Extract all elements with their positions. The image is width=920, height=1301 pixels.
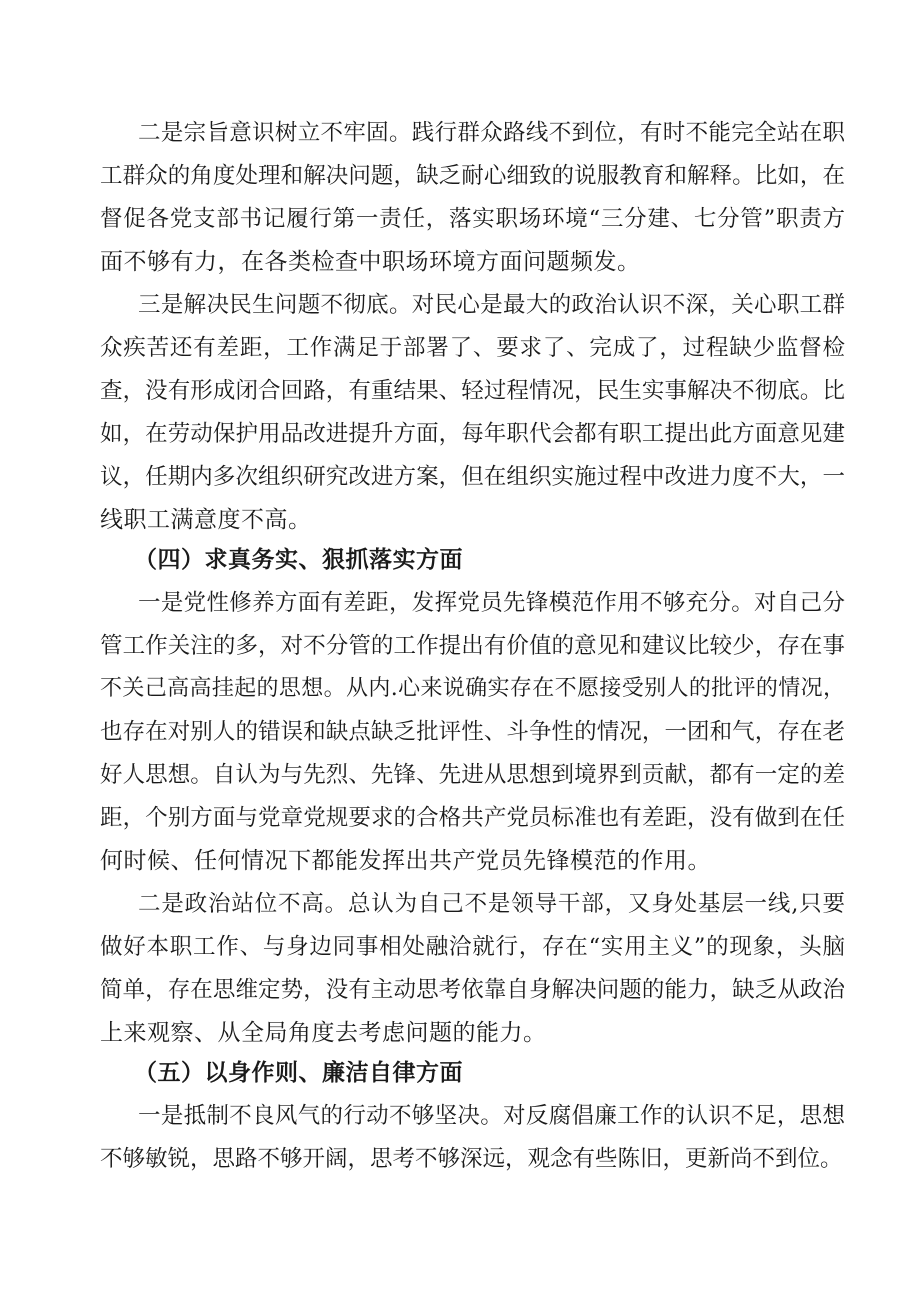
paragraph-line: 工群众的角度处理和解决问题，缺乏耐心细致的说服教育和解释。比如，在: [100, 163, 845, 189]
paragraph-line: 管工作关注的多，对不分管的工作提出有价值的意见和建议比较少，存在事: [100, 633, 845, 659]
paragraph-line: 查，没有形成闭合回路，有重结果、轻过程情况，民生实事解决不彻底。比: [100, 378, 845, 404]
paragraph-line: 线职工满意度不高。: [100, 507, 312, 533]
paragraph-line: 何时候、任何情况下都能发挥出共产党员先锋模范的作用。: [100, 848, 711, 874]
paragraph-line: 不够敏锐，思路不够开阔，思考不够深远，观念有些陈旧，更新尚不到位。: [100, 1146, 843, 1172]
paragraph-line: 好人思想。自认为与先烈、先锋、先进从思想到境界到贡献，都有一定的差: [100, 762, 845, 788]
paragraph-line: 如，在劳动保护用品改进提升方面，每年职代会都有职工提出此方面意见建: [100, 421, 845, 447]
paragraph-line: 一是党性修养方面有差距，发挥党员先锋模范作用不够充分。对自己分: [138, 590, 845, 616]
paragraph-line: 二是政治站位不高。总认为自己不是领导干部，又身处基层一线,只要: [138, 891, 845, 917]
paragraph-line: 议，任期内多次组织研究改进方案，但在组织实施过程中改进力度不大，一: [100, 464, 845, 490]
paragraph-line: 督促各党支部书记履行第一责任，落实职场环境“三分建、七分管”职责方: [100, 206, 845, 232]
paragraph-line: 三是解决民生问题不彻底。对民心是最大的政治认识不深，关心职工群: [138, 292, 845, 318]
paragraph-line: 上来观察、从全局角度去考虑问题的能力。: [100, 1020, 547, 1046]
paragraph-line: 众疾苦还有差距，工作满足于部署了、要求了、完成了，过程缺少监督检: [100, 335, 845, 361]
paragraph-line: 一是抵制不良风气的行动不够坚决。对反腐倡廉工作的认识不足，思想: [138, 1103, 845, 1129]
paragraph-line: 也存在对别人的错误和缺点缺乏批评性、斗争性的情况，一团和气，存在老: [100, 719, 845, 745]
paragraph-line: 简单，存在思维定势，没有主动思考依靠自身解决问题的能力，缺乏从政治: [100, 977, 845, 1003]
paragraph-line: 距，个别方面与党章党规要求的合格共产党员标准也有差距，没有做到在任: [100, 805, 845, 831]
section-heading-5: （五）以身作则、廉洁自律方面: [134, 1060, 463, 1086]
paragraph-line: 二是宗旨意识树立不牢固。践行群众路线不到位，有时不能完全站在职: [138, 120, 845, 146]
paragraph-line: 做好本职工作、与身边同事相处融洽就行，存在“实用主义”的现象，头脑: [100, 934, 845, 960]
section-heading-4: （四）求真务实、狠抓落实方面: [134, 547, 463, 573]
paragraph-line: 不关己高高挂起的思想。从内.心来说确实存在不愿接受别人的批评的情况，: [100, 676, 845, 701]
paragraph-line: 面不够有力，在各类检查中职场环境方面问题频发。: [100, 249, 641, 275]
